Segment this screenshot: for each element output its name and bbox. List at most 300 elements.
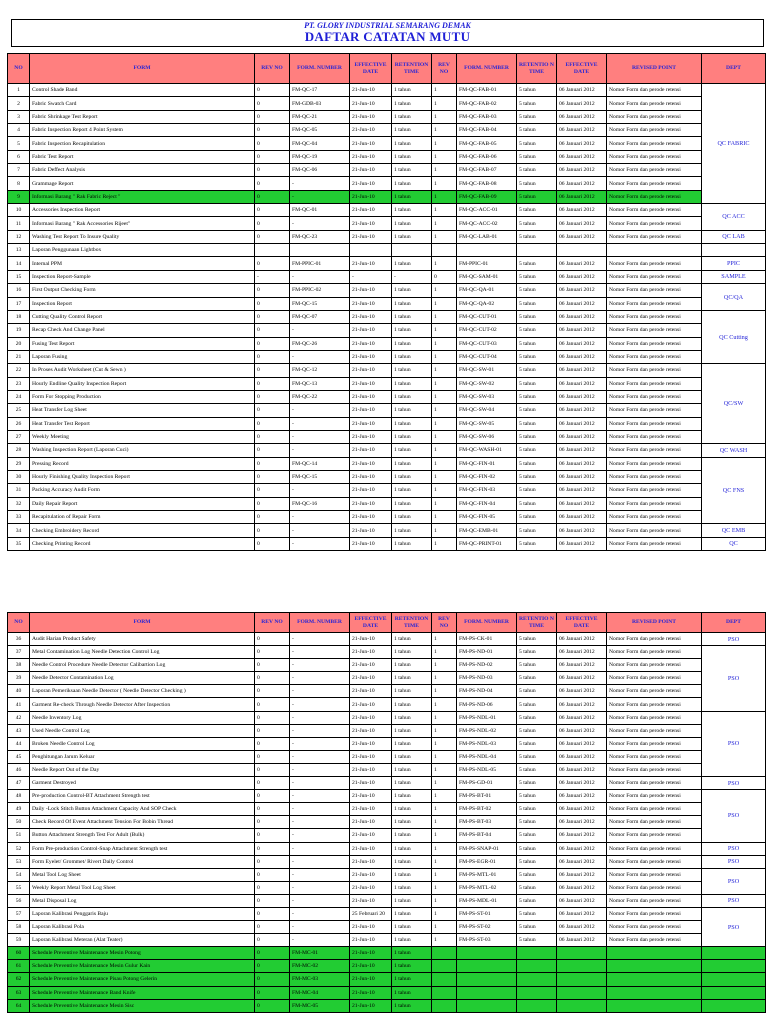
- cell-new-effective-date: 06 Januari 2012: [557, 310, 607, 323]
- cell-new-effective-date: 06 Januari 2012: [557, 934, 607, 947]
- cell-new-rev-no: 1: [432, 404, 457, 417]
- cell-form-number: FM-QC-16: [290, 497, 350, 510]
- cell-retention-time: 1 tahun: [392, 124, 432, 137]
- cell-form: Schedule Preventive Maintenance Mesin Gulur Kain: [30, 960, 255, 973]
- cell-new-rev-no: 1: [432, 257, 457, 270]
- cell-retention-time: 1 tahun: [392, 973, 432, 986]
- cell-form: Metal Tool Log Sheet: [30, 868, 255, 881]
- cell-new-retention-time: 5 tahun: [517, 855, 557, 868]
- cell-new-rev-no: 1: [432, 524, 457, 537]
- cell-no: 20: [8, 337, 30, 350]
- cell-effective-date: 21-Jun-10: [350, 284, 392, 297]
- records-table-2: [7, 612, 766, 1013]
- cell-rev-no: 0: [255, 803, 290, 816]
- cell-effective-date: [350, 244, 392, 257]
- cell-new-rev-no: 1: [432, 417, 457, 430]
- cell-effective-date: 21-Jun-10: [350, 999, 392, 1012]
- cell-no: 57: [8, 907, 30, 920]
- cell-new-form-number: FM-PS-MTL-02: [457, 881, 517, 894]
- cell-form: Laporan Fusing: [30, 350, 255, 363]
- column-header-effective-date: EFFECTIVE DATE: [350, 613, 392, 633]
- cell-new-retention-time: 5 tahun: [517, 659, 557, 672]
- cell-new-form-number: FM-PS-NDL-02: [457, 724, 517, 737]
- table-row: [8, 230, 766, 243]
- cell-revised-point: Nomor Form dan perode retensi: [607, 777, 702, 790]
- cell-form-number: FM-MC-05: [290, 999, 350, 1012]
- cell-new-retention-time: 5 tahun: [517, 934, 557, 947]
- cell-revised-point: Nomor Form dan perode retensi: [607, 934, 702, 947]
- cell-form: Needle Control Procedure Needle Detector Calibartion Log: [30, 659, 255, 672]
- table-row: [8, 855, 766, 868]
- cell-form: Needle Detector Contamination Log: [30, 672, 255, 685]
- cell-revised-point: Nomor Form dan perode retensi: [607, 124, 702, 137]
- cell-effective-date: 21-Jun-10: [350, 444, 392, 457]
- cell-no: 46: [8, 763, 30, 776]
- cell-no: 10: [8, 204, 30, 217]
- cell-effective-date: 21-Jun-10: [350, 137, 392, 150]
- cell-rev-no: 0: [255, 659, 290, 672]
- cell-new-form-number: FM-QC-QA-02: [457, 297, 517, 310]
- cell-new-effective-date: 06 Januari 2012: [557, 257, 607, 270]
- cell-new-retention-time: 5 tahun: [517, 324, 557, 337]
- cell-no: 16: [8, 284, 30, 297]
- cell-form: Form Eyelet/ Grommet/ Rivert Daily Control: [30, 855, 255, 868]
- cell-new-form-number: FM-QC-CUT-04: [457, 350, 517, 363]
- cell-no: 64: [8, 999, 30, 1012]
- cell-dept: PPIC: [702, 257, 766, 270]
- cell-rev-no: 0: [255, 444, 290, 457]
- table-row: [8, 177, 766, 190]
- table-row: [8, 324, 766, 337]
- cell-no: 52: [8, 842, 30, 855]
- column-header-retention-time: RETENTION TIME: [392, 613, 432, 633]
- cell-new-retention-time: 5 tahun: [517, 177, 557, 190]
- cell-new-rev-no: 1: [432, 310, 457, 323]
- cell-retention-time: 1 tahun: [392, 217, 432, 230]
- cell-no: 14: [8, 257, 30, 270]
- cell-effective-date: 21-Jun-10: [350, 934, 392, 947]
- cell-new-effective-date: 06 Januari 2012: [557, 790, 607, 803]
- cell-form: Informasi Barang " Rak Accessories Rijeet": [30, 217, 255, 230]
- table-row: [8, 377, 766, 390]
- cell-new-rev-no: 1: [432, 284, 457, 297]
- cell-rev-no: 0: [255, 217, 290, 230]
- cell-new-rev-no: 1: [432, 855, 457, 868]
- column-header-revised-point: REVISED POINT: [607, 54, 702, 84]
- cell-no: 32: [8, 497, 30, 510]
- table-row: [8, 790, 766, 803]
- column-header-no: NO: [8, 54, 30, 84]
- cell-new-retention-time: 5 tahun: [517, 337, 557, 350]
- table-row: [8, 537, 766, 550]
- cell-dept: QC Cutting: [702, 310, 766, 363]
- cell-new-retention-time: 5 tahun: [517, 497, 557, 510]
- cell-retention-time: [392, 244, 432, 257]
- cell-rev-no: 0: [255, 390, 290, 403]
- cell-rev-no: 0: [255, 511, 290, 524]
- cell-rev-no: 0: [255, 672, 290, 685]
- cell-new-retention-time: 5 tahun: [517, 724, 557, 737]
- cell-revised-point: Nomor Form dan perode retensi: [607, 646, 702, 659]
- cell-effective-date: 21-Jun-10: [350, 364, 392, 377]
- cell-no: 60: [8, 947, 30, 960]
- cell-retention-time: 1 tahun: [392, 524, 432, 537]
- cell-effective-date: 21-Jun-10: [350, 150, 392, 163]
- cell-revised-point: Nomor Form dan perode retensi: [607, 444, 702, 457]
- cell-effective-date: 21-Jun-10: [350, 711, 392, 724]
- cell-effective-date: 21-Jun-10: [350, 230, 392, 243]
- table-row: [8, 257, 766, 270]
- cell-retention-time: 1 tahun: [392, 84, 432, 97]
- cell-no: 35: [8, 537, 30, 550]
- cell-new-retention-time: 5 tahun: [517, 470, 557, 483]
- cell-new-form-number: FM-QC-FAB-08: [457, 177, 517, 190]
- cell-form-number: FM-QC-01: [290, 204, 350, 217]
- cell-retention-time: 1 tahun: [392, 633, 432, 646]
- cell-dept: QC ACC: [702, 204, 766, 231]
- cell-form-number: -: [290, 816, 350, 829]
- table-header-row: [8, 613, 766, 633]
- cell-rev-no: 0: [255, 110, 290, 123]
- cell-form: Inspection Report-Sample: [30, 270, 255, 283]
- cell-revised-point: Nomor Form dan perode retensi: [607, 457, 702, 470]
- cell-new-rev-no: [432, 947, 457, 960]
- cell-new-form-number: [457, 973, 517, 986]
- cell-rev-no: 0: [255, 724, 290, 737]
- cell-form: In Proses Audit Worksheet (Cut & Sewn ): [30, 364, 255, 377]
- cell-form-number: -: [290, 646, 350, 659]
- cell-effective-date: -: [350, 270, 392, 283]
- cell-new-form-number: FM-PS-SNAP-01: [457, 842, 517, 855]
- cell-new-rev-no: 1: [432, 724, 457, 737]
- column-header-form: FORM: [30, 613, 255, 633]
- cell-revised-point: Nomor Form dan perode retensi: [607, 364, 702, 377]
- cell-no: 29: [8, 457, 30, 470]
- cell-retention-time: -: [392, 270, 432, 283]
- cell-effective-date: 21-Jun-10: [350, 337, 392, 350]
- table-row: [8, 164, 766, 177]
- cell-new-form-number: FM-PS-BT-04: [457, 829, 517, 842]
- cell-no: 2: [8, 97, 30, 110]
- cell-revised-point: Nomor Form dan perode retensi: [607, 790, 702, 803]
- cell-rev-no: 0: [255, 364, 290, 377]
- table-row: [8, 244, 766, 257]
- cell-effective-date: 21-Jun-10: [350, 97, 392, 110]
- cell-new-effective-date: 06 Januari 2012: [557, 364, 607, 377]
- cell-new-retention-time: 5 tahun: [517, 524, 557, 537]
- cell-form-number: -: [290, 350, 350, 363]
- cell-new-form-number: FM-PS-ND-02: [457, 659, 517, 672]
- column-header-rev-no: REV NO: [255, 613, 290, 633]
- cell-retention-time: 1 tahun: [392, 829, 432, 842]
- cell-retention-time: 1 tahun: [392, 816, 432, 829]
- cell-new-rev-no: 1: [432, 829, 457, 842]
- cell-retention-time: 1 tahun: [392, 377, 432, 390]
- cell-effective-date: 21-Jun-10: [350, 350, 392, 363]
- cell-rev-no: 0: [255, 737, 290, 750]
- cell-no: 33: [8, 511, 30, 524]
- records-table-1: [7, 53, 766, 551]
- cell-new-retention-time: 5 tahun: [517, 190, 557, 203]
- company-name: PT. GLORY INDUSTRIAL SEMARANG DEMAK: [304, 21, 471, 30]
- cell-retention-time: 1 tahun: [392, 947, 432, 960]
- cell-new-effective-date: 06 Januari 2012: [557, 457, 607, 470]
- cell-no: 12: [8, 230, 30, 243]
- cell-form: Garment Destroyed: [30, 777, 255, 790]
- cell-retention-time: 1 tahun: [392, 855, 432, 868]
- cell-dept: PSO: [702, 855, 766, 868]
- cell-new-rev-no: 1: [432, 457, 457, 470]
- cell-effective-date: 21-Jun-10: [350, 672, 392, 685]
- cell-rev-no: 0: [255, 137, 290, 150]
- cell-new-effective-date: [557, 986, 607, 999]
- cell-revised-point: Nomor Form dan perode retensi: [607, 803, 702, 816]
- cell-no: 17: [8, 297, 30, 310]
- cell-retention-time: 1 tahun: [392, 790, 432, 803]
- cell-rev-no: 0: [255, 894, 290, 907]
- table-row: [8, 470, 766, 483]
- table-row: [8, 364, 766, 377]
- column-header-dept: DEPT: [702, 613, 766, 633]
- cell-form-number: FM-QC-14: [290, 457, 350, 470]
- cell-rev-no: 0: [255, 855, 290, 868]
- table-row: [8, 750, 766, 763]
- cell-new-effective-date: 06 Januari 2012: [557, 377, 607, 390]
- cell-retention-time: 1 tahun: [392, 390, 432, 403]
- cell-revised-point: Nomor Form dan perode retensi: [607, 524, 702, 537]
- cell-new-effective-date: 06 Januari 2012: [557, 177, 607, 190]
- cell-new-retention-time: 5 tahun: [517, 511, 557, 524]
- cell-new-retention-time: 5 tahun: [517, 390, 557, 403]
- cell-retention-time: 1 tahun: [392, 190, 432, 203]
- cell-revised-point: Nomor Form dan perode retensi: [607, 868, 702, 881]
- table-row: [8, 444, 766, 457]
- cell-effective-date: 21-Jun-10: [350, 177, 392, 190]
- column-header-rev-no: REV NO: [255, 54, 290, 84]
- cell-form: Laporan Pemeriksaan Needle Detector ( Needle Detector Checking ): [30, 685, 255, 698]
- cell-revised-point: Nomor Form dan perode retensi: [607, 257, 702, 270]
- cell-new-retention-time: 5 tahun: [517, 404, 557, 417]
- cell-new-form-number: FM-QC-ACC-02: [457, 217, 517, 230]
- cell-retention-time: 1 tahun: [392, 881, 432, 894]
- cell-new-effective-date: 06 Januari 2012: [557, 230, 607, 243]
- cell-form: Schedule Preventive Maintenance Band Knife: [30, 986, 255, 999]
- cell-revised-point: Nomor Form dan perode retensi: [607, 633, 702, 646]
- cell-effective-date: 21-Jun-10: [350, 633, 392, 646]
- cell-form-number: -: [290, 404, 350, 417]
- cell-dept: [702, 999, 766, 1012]
- cell-new-effective-date: 06 Januari 2012: [557, 404, 607, 417]
- cell-rev-no: 0: [255, 470, 290, 483]
- cell-effective-date: 21-Jun-10: [350, 310, 392, 323]
- cell-form: Fabric Swatch Card: [30, 97, 255, 110]
- cell-new-retention-time: 5 tahun: [517, 763, 557, 776]
- cell-new-rev-no: [432, 999, 457, 1012]
- cell-revised-point: Nomor Form dan perode retensi: [607, 204, 702, 217]
- cell-no: 4: [8, 124, 30, 137]
- cell-revised-point: [607, 960, 702, 973]
- cell-rev-no: 0: [255, 934, 290, 947]
- cell-revised-point: Nomor Form dan perode retensi: [607, 484, 702, 497]
- cell-effective-date: 21-Jun-10: [350, 659, 392, 672]
- cell-new-rev-no: 1: [432, 881, 457, 894]
- cell-revised-point: Nomor Form dan perode retensi: [607, 894, 702, 907]
- cell-new-retention-time: 5 tahun: [517, 137, 557, 150]
- cell-retention-time: 1 tahun: [392, 763, 432, 776]
- cell-new-retention-time: 5 tahun: [517, 868, 557, 881]
- cell-new-effective-date: 06 Januari 2012: [557, 672, 607, 685]
- cell-new-rev-no: 1: [432, 337, 457, 350]
- cell-rev-no: 0: [255, 685, 290, 698]
- cell-revised-point: [607, 999, 702, 1012]
- cell-new-effective-date: [557, 960, 607, 973]
- cell-new-form-number: FM-QC-SW-03: [457, 390, 517, 403]
- cell-new-effective-date: 06 Januari 2012: [557, 777, 607, 790]
- cell-no: 24: [8, 390, 30, 403]
- cell-revised-point: Nomor Form dan perode retensi: [607, 84, 702, 97]
- cell-retention-time: 1 tahun: [392, 310, 432, 323]
- cell-rev-no: -: [255, 270, 290, 283]
- cell-revised-point: Nomor Form dan perode retensi: [607, 297, 702, 310]
- cell-effective-date: 21-Jun-10: [350, 417, 392, 430]
- cell-form-number: [290, 244, 350, 257]
- cell-form-number: -: [290, 659, 350, 672]
- cell-new-effective-date: 06 Januari 2012: [557, 907, 607, 920]
- cell-effective-date: 21-Jun-10: [350, 484, 392, 497]
- cell-new-form-number: FM-PS-ND-04: [457, 685, 517, 698]
- cell-no: 59: [8, 934, 30, 947]
- cell-no: 41: [8, 698, 30, 711]
- table-row: [8, 310, 766, 323]
- cell-new-rev-no: 1: [432, 470, 457, 483]
- cell-new-rev-no: 1: [432, 324, 457, 337]
- cell-revised-point: Nomor Form dan perode retensi: [607, 164, 702, 177]
- cell-rev-no: 0: [255, 960, 290, 973]
- cell-retention-time: 1 tahun: [392, 177, 432, 190]
- cell-new-rev-no: 1: [432, 633, 457, 646]
- column-header-new-effective-date: EFFECTIVE DATE: [557, 54, 607, 84]
- cell-new-effective-date: 06 Januari 2012: [557, 204, 607, 217]
- cell-revised-point: Nomor Form dan perode retensi: [607, 430, 702, 443]
- cell-retention-time: 1 tahun: [392, 803, 432, 816]
- cell-new-form-number: FM-QC-CUT-02: [457, 324, 517, 337]
- cell-new-effective-date: [557, 999, 607, 1012]
- cell-no: 56: [8, 894, 30, 907]
- cell-new-form-number: FM-QC-FAB-06: [457, 150, 517, 163]
- cell-no: 40: [8, 685, 30, 698]
- table-row: [8, 907, 766, 920]
- cell-no: 36: [8, 633, 30, 646]
- cell-form: First Output Checking Form: [30, 284, 255, 297]
- table-row: [8, 646, 766, 659]
- table-row: [8, 934, 766, 947]
- cell-form: Laporan Kalibrasi Pola: [30, 921, 255, 934]
- cell-form-number: -: [290, 894, 350, 907]
- cell-new-effective-date: 06 Januari 2012: [557, 497, 607, 510]
- cell-new-rev-no: 1: [432, 297, 457, 310]
- table-row: [8, 190, 766, 203]
- cell-no: 50: [8, 816, 30, 829]
- cell-revised-point: Nomor Form dan perode retensi: [607, 750, 702, 763]
- cell-form-number: -: [290, 417, 350, 430]
- cell-revised-point: Nomor Form dan perode retensi: [607, 698, 702, 711]
- cell-new-effective-date: 06 Januari 2012: [557, 829, 607, 842]
- column-header-revised-point: REVISED POINT: [607, 613, 702, 633]
- table-row: [8, 511, 766, 524]
- cell-effective-date: 21-Jun-10: [350, 685, 392, 698]
- cell-new-rev-no: 1: [432, 711, 457, 724]
- cell-new-effective-date: 06 Januari 2012: [557, 284, 607, 297]
- table-row: [8, 217, 766, 230]
- cell-new-rev-no: 1: [432, 763, 457, 776]
- cell-form: Weekly Meeting: [30, 430, 255, 443]
- cell-effective-date: 21-Jun-10: [350, 430, 392, 443]
- cell-retention-time: 1 tahun: [392, 986, 432, 999]
- cell-revised-point: Nomor Form dan perode retensi: [607, 737, 702, 750]
- cell-new-form-number: FM-PS-ST-01: [457, 907, 517, 920]
- cell-no: 44: [8, 737, 30, 750]
- cell-form-number: -: [290, 672, 350, 685]
- cell-effective-date: 21-Jun-10: [350, 842, 392, 855]
- cell-new-form-number: FM-QC-EMB-01: [457, 524, 517, 537]
- cell-retention-time: 1 tahun: [392, 324, 432, 337]
- cell-rev-no: 0: [255, 973, 290, 986]
- cell-rev-no: 0: [255, 829, 290, 842]
- cell-form: Checking Embroidery Record: [30, 524, 255, 537]
- cell-dept: [702, 960, 766, 973]
- cell-rev-no: 0: [255, 524, 290, 537]
- cell-new-rev-no: 1: [432, 217, 457, 230]
- cell-dept: QC/QA: [702, 284, 766, 311]
- cell-new-retention-time: 5 tahun: [517, 537, 557, 550]
- cell-new-effective-date: 06 Januari 2012: [557, 217, 607, 230]
- table-row: [8, 337, 766, 350]
- cell-new-retention-time: 5 tahun: [517, 907, 557, 920]
- cell-new-effective-date: 06 Januari 2012: [557, 84, 607, 97]
- cell-new-retention-time: 5 tahun: [517, 711, 557, 724]
- cell-dept: PSO: [702, 777, 766, 790]
- cell-new-effective-date: 06 Januari 2012: [557, 855, 607, 868]
- cell-form-number: -: [290, 724, 350, 737]
- cell-effective-date: 21-Jun-10: [350, 84, 392, 97]
- cell-no: 63: [8, 986, 30, 999]
- cell-rev-no: 0: [255, 164, 290, 177]
- cell-form: Fabric Test Report: [30, 150, 255, 163]
- cell-revised-point: Nomor Form dan perode retensi: [607, 511, 702, 524]
- cell-effective-date: 21-Jun-10: [350, 646, 392, 659]
- table-row: [8, 110, 766, 123]
- cell-effective-date: 21-Jun-10: [350, 881, 392, 894]
- cell-form: Form Pre-production Control-Snap Attachment Strength test: [30, 842, 255, 855]
- cell-form-number: -: [290, 217, 350, 230]
- document-title-box: [11, 19, 764, 47]
- column-header-new-rev-no: REV NO: [432, 613, 457, 633]
- cell-form: Hourly Endline Quality Inspection Report: [30, 377, 255, 390]
- cell-revised-point: Nomor Form dan perode retensi: [607, 377, 702, 390]
- cell-form: Checking Printing Record: [30, 537, 255, 550]
- cell-revised-point: Nomor Form dan perode retensi: [607, 390, 702, 403]
- cell-new-retention-time: [517, 947, 557, 960]
- cell-new-effective-date: 06 Januari 2012: [557, 524, 607, 537]
- cell-effective-date: 21-Jun-10: [350, 855, 392, 868]
- cell-revised-point: Nomor Form dan perode retensi: [607, 537, 702, 550]
- cell-form-number: -: [290, 803, 350, 816]
- cell-rev-no: 0: [255, 417, 290, 430]
- cell-new-rev-no: 1: [432, 894, 457, 907]
- cell-retention-time: 1 tahun: [392, 907, 432, 920]
- cell-retention-time: 1 tahun: [392, 470, 432, 483]
- cell-new-effective-date: 06 Januari 2012: [557, 685, 607, 698]
